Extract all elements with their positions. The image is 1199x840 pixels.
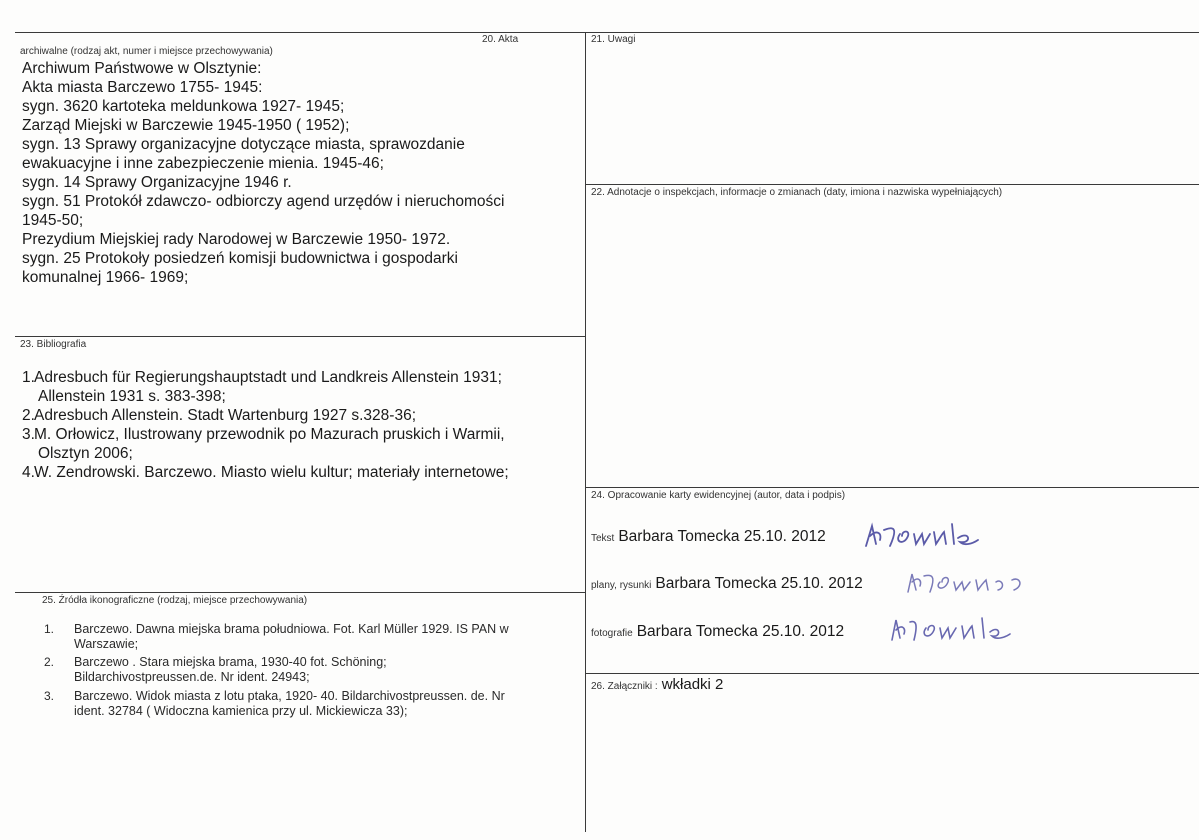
signature-fotografie	[886, 614, 1036, 655]
bibliography-item-continuation: Allenstein 1931 s. 383-398;	[38, 388, 226, 405]
iconography-item-line: Warszawie;	[74, 637, 139, 651]
rule-left-23	[15, 336, 585, 337]
akta-line: sygn. 13 Sprawy organizacyjne dotyczące miasta, sprawozdanie	[22, 136, 465, 153]
bibliography-item	[22, 368, 502, 406]
handwritten-signature	[886, 614, 1036, 648]
akta-list	[22, 59, 504, 287]
opracowanie-header: 24. Opracowanie karty ewidencyjnej (autor, data i podpis)	[591, 490, 846, 501]
iconography-item-line: Bildarchivostpreussen.de. Nr ident. 24943;	[74, 670, 310, 684]
rule-right-24	[585, 487, 1199, 488]
zalaczniki-value: wkładki 2	[661, 676, 724, 693]
signature-plany	[902, 568, 1052, 607]
akta-line: komunalnej 1966- 1969;	[22, 269, 189, 286]
rule-right-22	[585, 184, 1199, 185]
bibliography-item-number: 4.	[22, 464, 35, 481]
zalaczniki-row	[591, 676, 723, 693]
bibliography-item-text: Adresbuch Allenstein. Stadt Wartenburg 1927 s.328-36;	[34, 407, 416, 424]
credit-row-plany	[591, 575, 863, 593]
iconography-item-number: 1.	[44, 622, 55, 636]
iconography-item-line: Barczewo. Dawna miejska brama południowa. Fot. Karl Müller 1929. IS PAN w	[74, 622, 509, 636]
akta-line: Akta miasta Barczewo 1755- 1945:	[22, 79, 263, 96]
iconography-item-number: 2.	[44, 655, 55, 669]
rule-right-26	[585, 673, 1199, 674]
credit-row-fotografie	[591, 623, 844, 641]
credit-value: Barbara Tomecka 25.10. 2012	[636, 623, 845, 640]
bibliography-item-number: 1.	[22, 369, 35, 386]
akta-line: sygn. 51 Protokół zdawczo- odbiorczy agend urzędów i nieruchomości	[22, 193, 505, 210]
top-rule	[15, 32, 1199, 33]
bibliography-item-text: M. Orłowicz, Ilustrowany przewodnik po Mazurach pruskich i Warmii,	[34, 426, 505, 443]
handwritten-signature	[902, 568, 1052, 600]
handwritten-signature	[860, 520, 1010, 556]
akta-line: sygn. 3620 kartoteka meldunkowa 1927- 1945;	[22, 98, 345, 115]
column-divider	[585, 32, 586, 832]
akta-header: 20. Akta	[482, 34, 519, 45]
iconography-item-line: Barczewo . Stara miejska brama, 1930-40 fot. Schöning;	[74, 655, 387, 669]
signature-tekst	[860, 520, 1010, 563]
bibliography-item-continuation: Olsztyn 2006;	[38, 445, 133, 462]
iconography-item-line: Barczewo. Widok miasta z lotu ptaka, 1920- 40. Bildarchivostpreussen. de. Nr	[74, 689, 505, 703]
credit-label: fotografie	[591, 628, 633, 639]
akta-line: sygn. 25 Protokoły posiedzeń komisji budownictwa i gospodarki	[22, 250, 458, 267]
iconography-item-line: ident. 32784 ( Widoczna kamienica przy ul. Mickiewicza 33);	[74, 704, 408, 718]
credit-label: plany, rysunki	[591, 580, 652, 591]
bibliography-item	[22, 406, 416, 425]
credit-label: Tekst	[591, 533, 615, 544]
bibliography-item-text: W. Zendrowski. Barczewo. Miasto wielu kultur; materiały internetowe;	[34, 464, 509, 481]
credit-value: Barbara Tomecka 25.10. 2012	[618, 528, 826, 545]
ikonografia-header: 25. Źródła ikonograficzne (rodzaj, miejsce przechowywania)	[42, 595, 308, 606]
bibliografia-header: 23. Bibliografia	[20, 339, 87, 350]
bibliography-item-text: Adresbuch für Regierungshauptstadt und Landkreis Allenstein 1931;	[34, 369, 502, 386]
bibliography-item	[22, 425, 505, 463]
rule-left-25	[15, 592, 585, 593]
akta-line: Zarząd Miejski w Barczewie 1945-1950 ( 1952);	[22, 117, 350, 134]
akta-line: Prezydium Miejskiej rady Narodowej w Barczewie 1950- 1972.	[22, 231, 451, 248]
akta-line: Archiwum Państwowe w Olsztynie:	[22, 60, 262, 77]
akta-line: sygn. 14 Sprawy Organizacyjne 1946 r.	[22, 174, 292, 191]
zalaczniki-label: 26. Załączniki :	[591, 681, 658, 692]
bibliography-item-number: 2.	[22, 407, 35, 424]
uwagi-header: 21. Uwagi	[591, 34, 636, 45]
iconography-item-number: 3.	[44, 689, 55, 703]
akta-line: ewakuacyjne i inne zabezpieczenie mienia. 1945-46;	[22, 155, 384, 172]
akta-line: 1945-50;	[22, 212, 84, 229]
akta-subheader: archiwalne (rodzaj akt, numer i miejsce przechowywania)	[20, 46, 273, 57]
credit-value: Barbara Tomecka 25.10. 2012	[655, 575, 863, 592]
bibliography-item-number: 3.	[22, 426, 35, 443]
bibliography-item	[22, 463, 509, 482]
adnotacje-header: 22. Adnotacje o inspekcjach, informacje o zmianach (daty, imiona i nazwiska wypełniających)	[591, 187, 1003, 198]
credit-row-tekst	[591, 528, 826, 546]
